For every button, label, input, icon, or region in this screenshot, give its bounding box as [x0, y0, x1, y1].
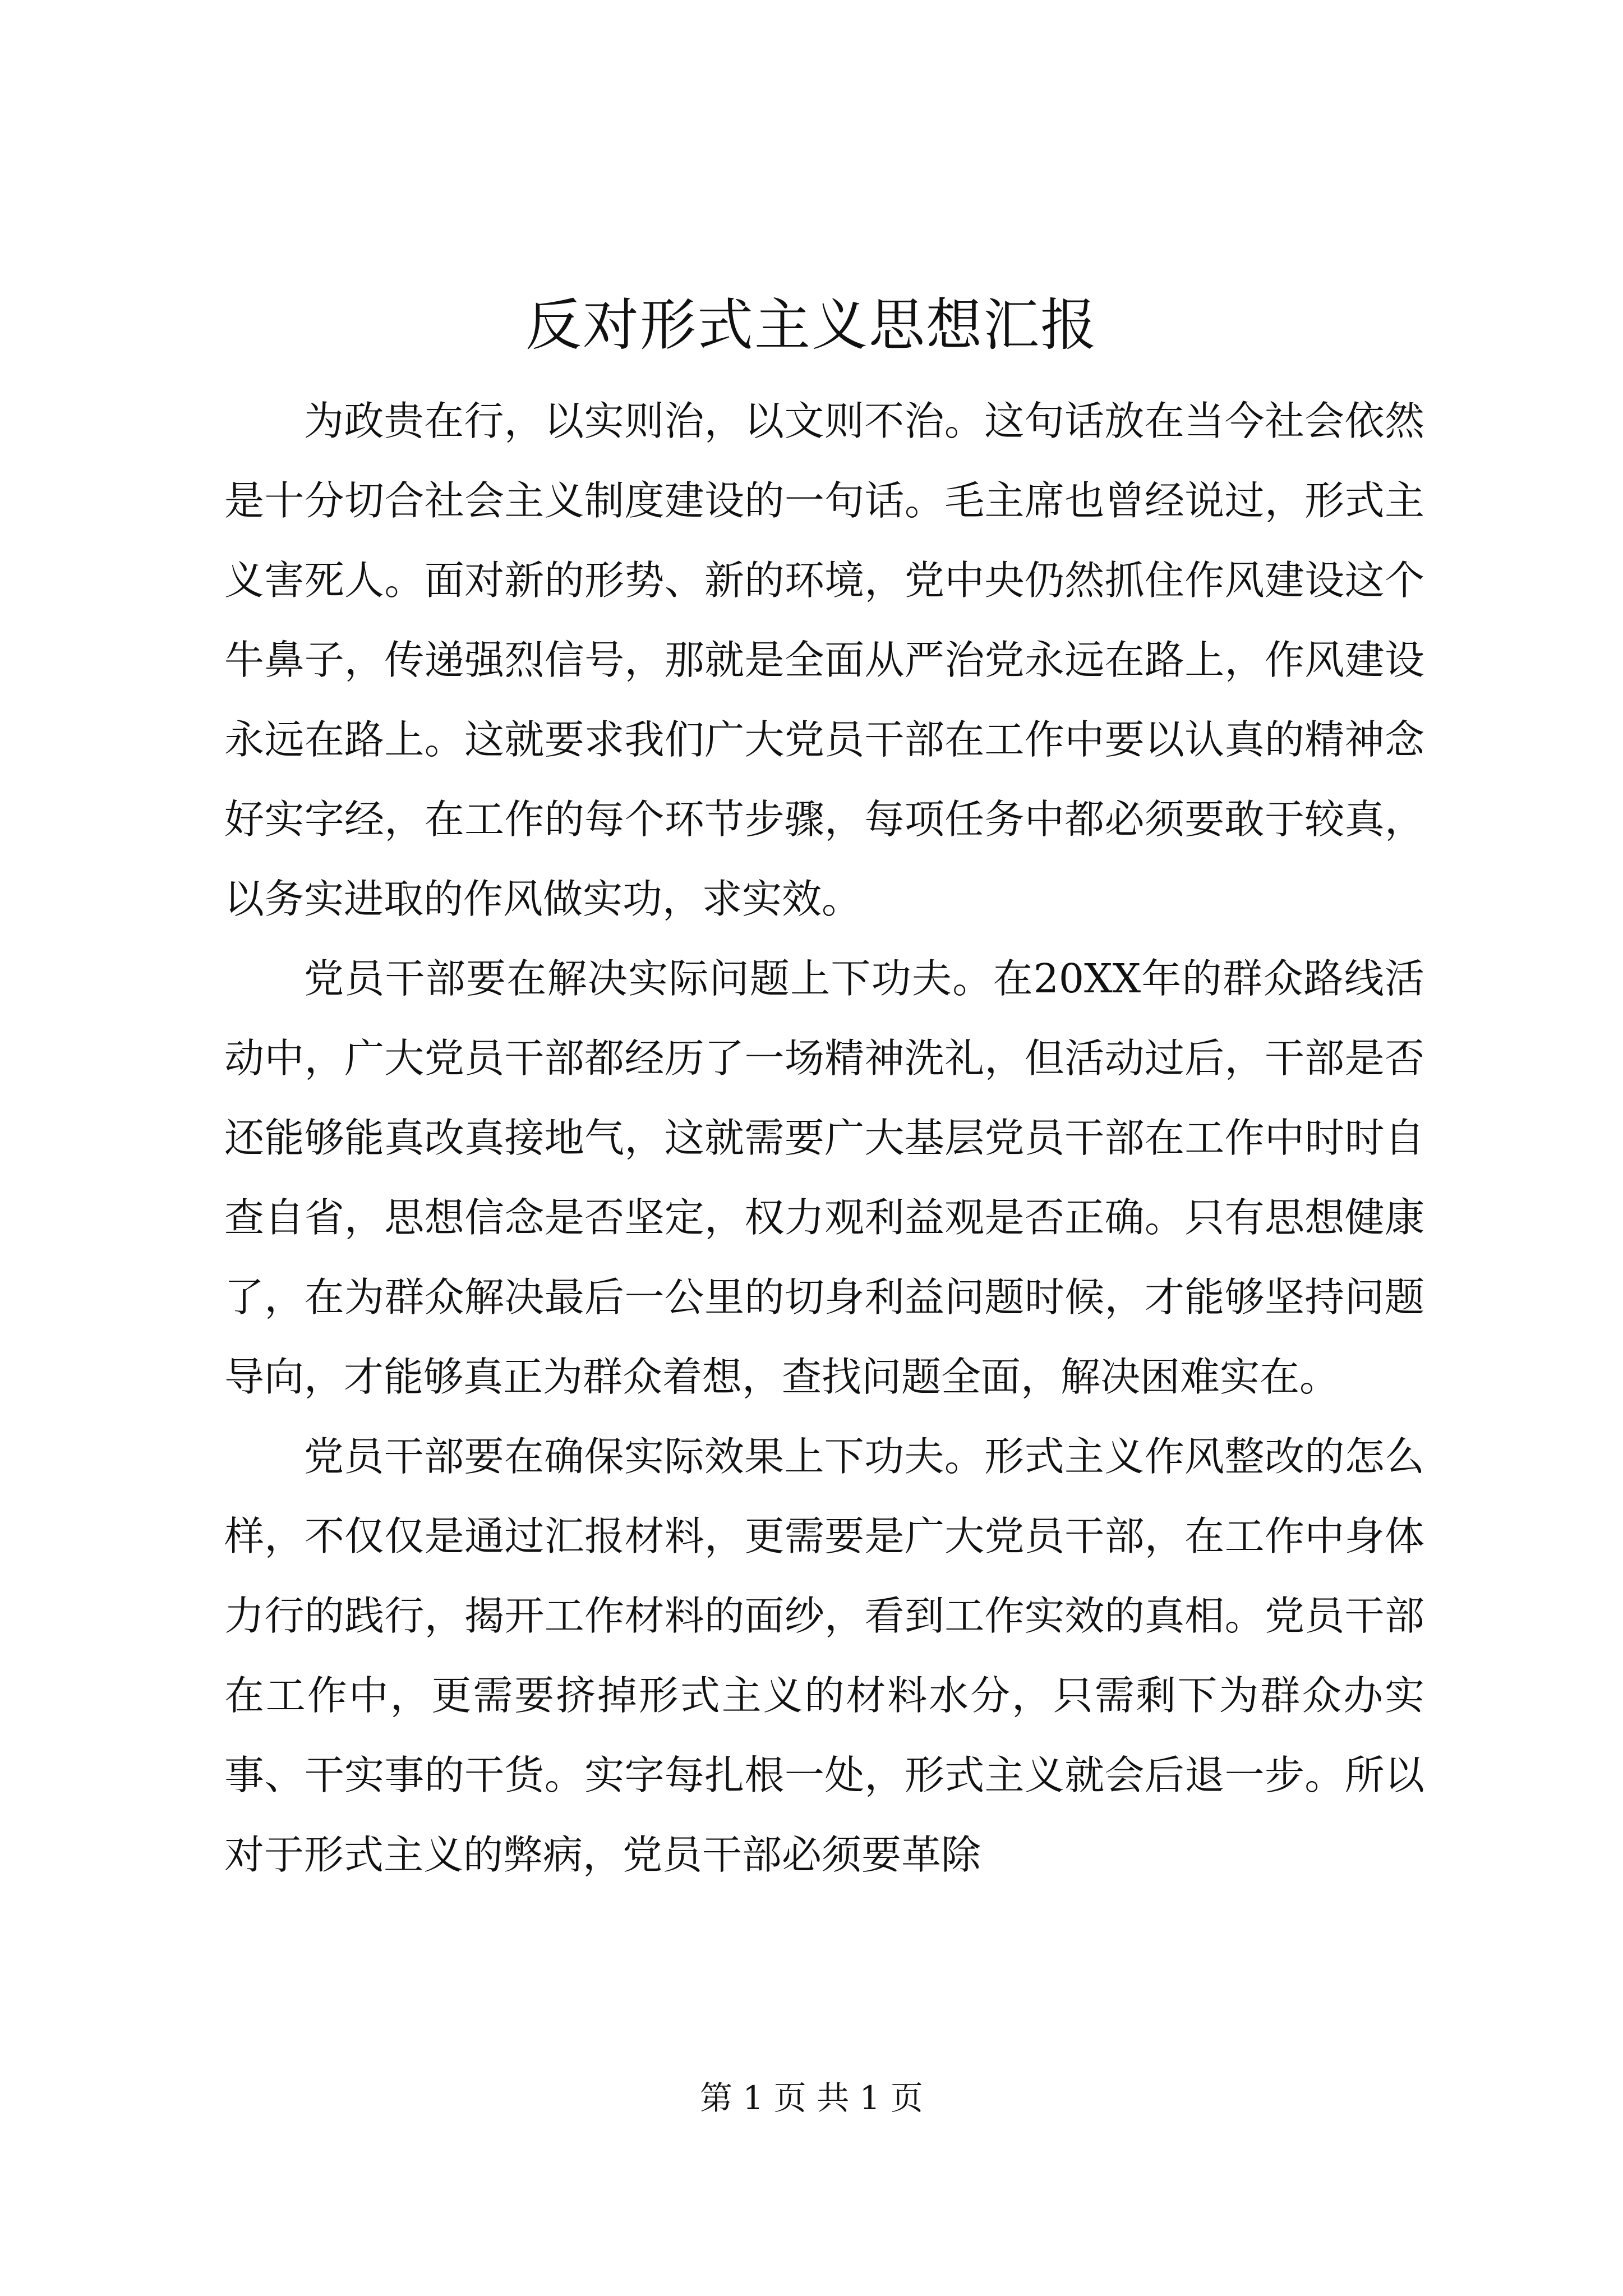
page-number-footer: 第 1 页 共 1 页 [700, 2079, 923, 2117]
paragraph-1: 为政贵在行，以实则治，以文则不治。这句话放在当今社会依然是十分切合社会主义制度建设的一句话。毛主席也曾经说过，形式主义害死人。面对新的形势、新的环境，党中央仍然抓住作风建设这个牛鼻子，传递强烈信号，那就是全面从严治党永远在路上，作风建设永远在路上。这就要求我们广大党员干部在工作中要以认真的精神念好实字经，在工作的每个环节步骤，每项任务中都必须要敢于较真，以务实进取的作风做实功，求实效。 [224, 398, 1424, 922]
paragraph-2: 党员干部要在解决实际问题上下功夫。在20XX年的群众路线活动中，广大党员干部都经历了一场精神洗礼，但活动过后，干部是否还能够能真改真接地气，这就需要广大基层党员干部在工作中时时自查自省，思想信念是否坚定，权力观利益观是否正确。只有思想健康了，在为群众解决最后一公里的切身利益问题时候，才能够坚持问题导向，才能够真正为群众着想，查找问题全面，解决困难实在。 [224, 955, 1424, 1400]
document-body [224, 381, 1424, 1895]
document-title: 反对形式主义思想汇报 [525, 292, 1098, 358]
paragraph-3: 党员干部要在确保实际效果上下功夫。形式主义作风整改的怎么样，不仅仅是通过汇报材料，更需要是广大党员干部，在工作中身体力行的践行，揭开工作材料的面纱，看到工作实效的真相。党员干部在工作中，更需要挤掉形式主义的材料水分，只需剩下为群众办实事、干实事的干货。实字每扎根一处，形式主义就会后退一步。所以对于形式主义的弊病，党员干部必须要革除 [224, 1433, 1424, 1878]
